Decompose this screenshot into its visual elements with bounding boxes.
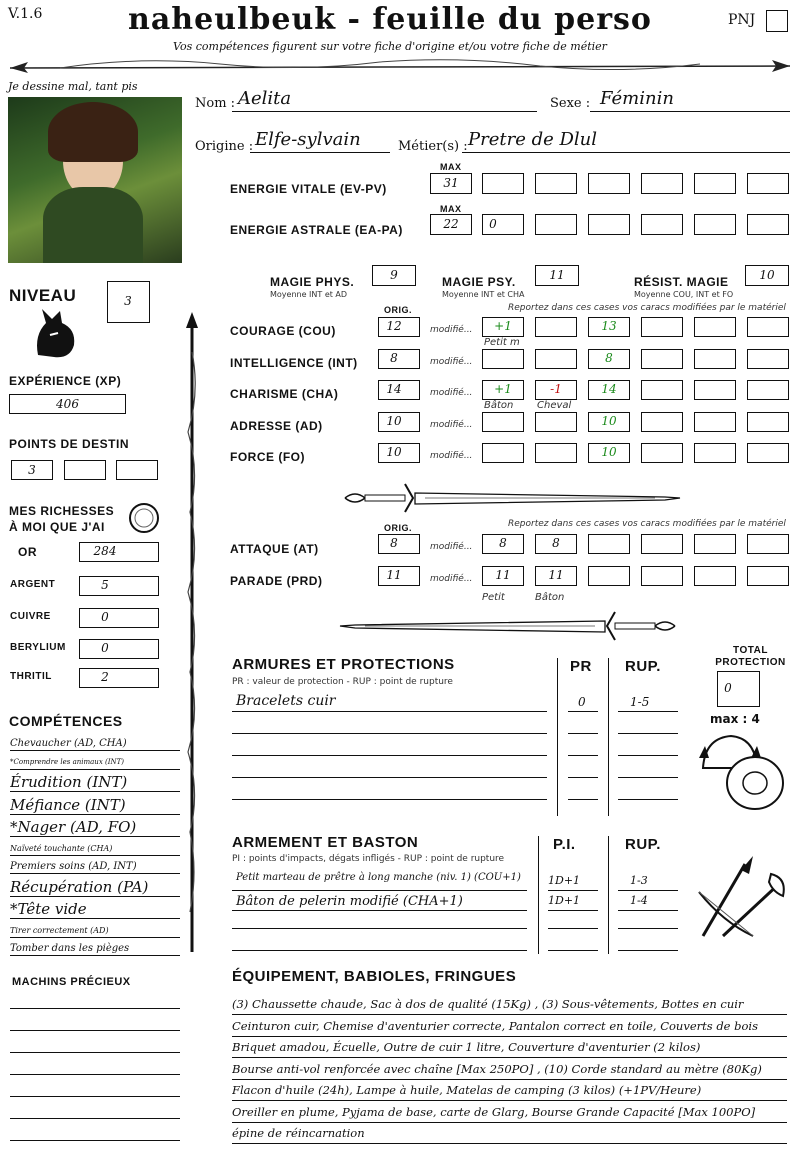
richesse-label: CUIVRE: [10, 611, 51, 622]
metier-label: Métier(s) :: [398, 139, 468, 154]
carac-mod-box[interactable]: [747, 380, 789, 400]
armures-divider: [608, 658, 609, 816]
ea-label: ENERGIE ASTRALE (EA-PA): [230, 223, 403, 237]
magie-phys-value: 9: [390, 268, 398, 282]
weapons-icon: [693, 852, 790, 944]
richesse-value: 2: [101, 670, 109, 684]
weapon-name[interactable]: Bâton de pelerin modifié (CHA+1): [236, 894, 463, 909]
weapon-rup-line[interactable]: [618, 950, 678, 951]
niveau-box[interactable]: [107, 281, 150, 323]
niveau-value: 3: [124, 294, 132, 308]
combat-mod-box[interactable]: [482, 534, 524, 554]
destin-box[interactable]: [11, 460, 53, 480]
equipement-line[interactable]: Ceinturon cuir, Chemise d'aventurier correcte, Pantalon correct en toile, Couverts de bois: [232, 1016, 787, 1037]
competence-item: Érudition (INT): [10, 771, 180, 792]
carac-mod-box[interactable]: [535, 443, 577, 463]
armures-pr-header: PR: [570, 658, 592, 675]
competence-item: Naïveté touchante (CHA): [10, 839, 180, 856]
weapon-line[interactable]: [232, 950, 527, 951]
carac-mod-value: +1: [494, 382, 512, 396]
nom-value[interactable]: Aelita: [238, 88, 292, 109]
armure-rup-line[interactable]: [618, 777, 678, 778]
carac-mod-box[interactable]: [641, 412, 683, 432]
ea-box[interactable]: [694, 214, 736, 235]
armement-sub: PI : points d'impacts, dégats infligés - RUP : point de rupture: [232, 854, 505, 864]
ev-label: ENERGIE VITALE (EV-PV): [230, 182, 387, 196]
carac-mod-box[interactable]: [641, 380, 683, 400]
carac-mod-value: +1: [494, 319, 512, 333]
richesse-box[interactable]: [79, 542, 159, 562]
portrait-image: [8, 97, 182, 263]
competence-item: Tomber dans les pièges: [10, 939, 180, 956]
richesse-value: 5: [101, 578, 109, 592]
pnj-label: PNJ: [728, 12, 756, 28]
modifie-label: modifié...: [430, 356, 473, 367]
carac-mod-box[interactable]: [535, 317, 577, 337]
carac-label: INTELLIGENCE (INT): [230, 355, 358, 370]
ea-box[interactable]: [535, 214, 577, 235]
carac-mod-value: 10: [601, 445, 617, 459]
carac-mod-box[interactable]: [535, 380, 577, 400]
competence-item: Premiers soins (AD, INT): [10, 857, 180, 874]
ea-current-value: 0: [489, 217, 497, 231]
carac-mod-box[interactable]: [482, 443, 524, 463]
armures-title: ARMURES ET PROTECTIONS: [232, 656, 455, 673]
carac-orig-box[interactable]: [378, 317, 420, 337]
sexe-value[interactable]: Féminin: [600, 88, 674, 109]
machins-line[interactable]: [10, 1118, 180, 1119]
carac-mod-box[interactable]: [641, 317, 683, 337]
max-protection: max : 4: [710, 712, 760, 726]
machins-line[interactable]: [10, 1008, 180, 1009]
resist-magie-label: RÉSIST. MAGIE: [634, 275, 729, 289]
combat-mod-box[interactable]: [747, 566, 789, 586]
armures-sub: PR : valeur de protection - RUP : point de rupture: [232, 677, 453, 687]
carac-mod-box[interactable]: [641, 349, 683, 369]
richesse-box[interactable]: [79, 668, 159, 688]
combat-mod-box[interactable]: [588, 534, 630, 554]
dragon-icon: [30, 305, 82, 363]
carac-mod-box[interactable]: [694, 412, 736, 432]
competence-item: *Comprendre les animaux (INT): [10, 753, 180, 770]
combat-orig-value: 8: [390, 536, 398, 550]
metier-value[interactable]: Pretre de Dlul: [468, 129, 598, 150]
carac-mod-value: 14: [601, 382, 617, 396]
helmet-shield-icon: [695, 728, 790, 813]
carac-orig-box[interactable]: [378, 349, 420, 369]
xp-label: EXPÉRIENCE (XP): [9, 374, 122, 388]
resist-magie-sub: Moyenne COU, INT et FO: [634, 290, 734, 299]
carac-mod-box[interactable]: [588, 380, 630, 400]
sword-icon: [335, 606, 685, 646]
destin-label: POINTS DE DESTIN: [9, 437, 130, 451]
weapon-line: [232, 910, 527, 911]
caracs-orig-label: ORIG.: [384, 305, 413, 315]
armement-divider: [608, 836, 609, 954]
origine-value[interactable]: Elfe-sylvain: [255, 129, 361, 150]
richesse-box[interactable]: [79, 639, 159, 659]
magie-psy-value: 11: [549, 268, 565, 282]
ev-box[interactable]: [535, 173, 577, 194]
ea-max-box[interactable]: [430, 214, 472, 235]
total-protection-label: TOTAL PROTECTION: [715, 645, 786, 668]
carac-label: ADRESSE (AD): [230, 418, 323, 433]
combat-mod-value: 11: [495, 568, 511, 582]
total-protection-value: 0: [724, 681, 732, 695]
magie-phys-box[interactable]: [372, 265, 416, 286]
weapon-pi-line[interactable]: [548, 950, 598, 951]
machins-line[interactable]: [10, 1140, 180, 1141]
destin-value: 3: [28, 463, 36, 477]
carac-mod-source: Cheval: [537, 400, 572, 411]
magie-psy-sub: Moyenne INT et CHA: [442, 290, 525, 299]
resist-magie-value: 10: [759, 268, 775, 282]
carac-orig-box[interactable]: [378, 412, 420, 432]
armure-rup[interactable]: 1-5: [630, 695, 650, 709]
caracs-note: Reportez dans ces cases vos caracs modifiées par le matériel: [508, 303, 786, 313]
nom-underline: [232, 111, 537, 112]
modifie-label: modifié...: [430, 388, 473, 398]
competence-item: Tirer correctement (AD): [10, 921, 180, 938]
weapon-pi-line[interactable]: [548, 928, 598, 929]
carac-mod-box[interactable]: [482, 412, 524, 432]
xp-box[interactable]: [9, 394, 126, 414]
competence-item: Récupération (PA): [10, 876, 180, 897]
carac-mod-box[interactable]: [588, 412, 630, 432]
combat-mod-box[interactable]: [535, 566, 577, 586]
armure-line[interactable]: [232, 777, 547, 778]
combat-mod-box[interactable]: [641, 534, 683, 554]
weapon-line[interactable]: [232, 928, 527, 929]
richesse-box[interactable]: [79, 608, 159, 628]
carac-mod-source: Bâton: [484, 400, 514, 411]
resist-magie-box[interactable]: [745, 265, 789, 286]
modifie-label: modifié...: [430, 574, 473, 584]
origine-underline: [250, 152, 390, 153]
weapon-pi-line: [548, 890, 598, 891]
ea-box[interactable]: [482, 214, 524, 235]
carac-orig-value: 12: [386, 319, 402, 333]
carac-mod-value: 10: [601, 413, 617, 428]
ev-max-value: 31: [443, 176, 459, 190]
armure-pr-line[interactable]: [568, 799, 598, 800]
magie-phys-label: MAGIE PHYS.: [270, 275, 355, 289]
machins-line[interactable]: [10, 1096, 180, 1097]
richesse-value: 284: [93, 544, 117, 558]
combat-mod-value: 8: [499, 536, 507, 550]
armure-pr-line[interactable]: [568, 777, 598, 778]
carac-mod-box[interactable]: [694, 443, 736, 463]
combat-orig-label: ORIG.: [384, 523, 413, 533]
armure-line[interactable]: [232, 733, 547, 734]
combat-mod-box[interactable]: [694, 566, 736, 586]
sexe-underline: [590, 111, 790, 112]
magie-psy-label: MAGIE PSY.: [442, 275, 516, 289]
armure-rup-line[interactable]: [618, 755, 678, 756]
armure-pr[interactable]: 0: [578, 695, 586, 709]
pnj-checkbox[interactable]: [766, 10, 788, 32]
weapon-rup[interactable]: 1-4: [630, 894, 648, 907]
armure-line[interactable]: [232, 799, 547, 800]
weapon-rup[interactable]: 1-3: [630, 874, 648, 887]
machins-line[interactable]: [10, 1052, 180, 1053]
carac-mod-source: Petit m: [484, 337, 520, 348]
ea-max-label: MAX: [440, 204, 462, 214]
modifie-label: modifié...: [430, 542, 473, 552]
nom-label: Nom :: [195, 96, 236, 111]
combat-mod-box[interactable]: [694, 534, 736, 554]
combat-label: ATTAQUE (AT): [230, 542, 319, 556]
ea-max-value: 22: [443, 217, 459, 231]
richesse-value: 0: [101, 610, 109, 624]
ev-box[interactable]: [482, 173, 524, 194]
carac-mod-value: -1: [550, 382, 562, 396]
niveau-label: NIVEAU: [9, 286, 77, 305]
carac-mod-box[interactable]: [747, 349, 789, 369]
carac-mod-box[interactable]: [641, 443, 683, 463]
combat-orig-box[interactable]: [378, 566, 420, 586]
competence-item: Chevaucher (AD, CHA): [10, 734, 180, 751]
magie-phys-sub: Moyenne INT et AD: [270, 290, 348, 299]
richesses-label-2: À MOI QUE J'AI: [9, 520, 105, 534]
weapon-rup-line[interactable]: [618, 928, 678, 929]
armure-pr-line[interactable]: [568, 733, 598, 734]
competence-item: Méfiance (INT): [10, 794, 180, 815]
competence-item: *Nager (AD, FO): [10, 816, 180, 837]
weapon-pi-line: [548, 910, 598, 911]
carac-mod-box[interactable]: [747, 443, 789, 463]
carac-mod-box[interactable]: [694, 349, 736, 369]
modifie-label: modifié...: [430, 451, 473, 461]
page-title: naheulbeuk - feuille du perso: [128, 2, 652, 37]
armure-name[interactable]: Bracelets cuir: [236, 693, 336, 709]
carac-label: FORCE (FO): [230, 450, 305, 464]
armure-pr-line[interactable]: [568, 755, 598, 756]
coin-icon: [128, 502, 160, 534]
weapon-line: [232, 890, 527, 891]
ev-box[interactable]: [641, 173, 683, 194]
richesse-label: OR: [18, 545, 37, 559]
armure-line[interactable]: [232, 711, 547, 712]
carac-mod-box[interactable]: [694, 317, 736, 337]
portrait-caption: Je dessine mal, tant pis: [8, 80, 138, 93]
machins-line[interactable]: [10, 1074, 180, 1075]
carac-mod-box[interactable]: [482, 380, 524, 400]
carac-mod-box[interactable]: [482, 349, 524, 369]
armement-pi-header: P.I.: [553, 836, 576, 853]
armure-pr-line[interactable]: [568, 711, 598, 712]
carac-orig-value: 8: [390, 350, 398, 365]
equipement-line[interactable]: (3) Chaussette chaude, Sac à dos de qualité (15Kg) , (3) Sous-vêtements, Bottes en cuir: [232, 994, 787, 1015]
armure-line[interactable]: [232, 755, 547, 756]
carac-label: COURAGE (COU): [230, 324, 336, 338]
carac-mod-box[interactable]: [747, 317, 789, 337]
weapon-name[interactable]: Petit marteau de prêtre à long manche (niv. 1) (COU+1): [236, 872, 521, 883]
richesse-box[interactable]: [79, 576, 159, 596]
combat-sub-1: Petit: [482, 592, 505, 603]
carac-mod-box[interactable]: [588, 349, 630, 369]
equipement-line[interactable]: Oreiller en plume, Pyjama de base, carte de Glarg, Bourse Grande Capacité [Max 100PO]: [232, 1102, 787, 1123]
combat-mod-box[interactable]: [482, 566, 524, 586]
modifie-label: modifié...: [430, 419, 473, 430]
magie-psy-box[interactable]: [535, 265, 579, 286]
combat-label: PARADE (PRD): [230, 574, 323, 588]
carac-orig-box[interactable]: [378, 380, 420, 400]
carac-label: CHARISME (CHA): [230, 387, 339, 401]
armure-rup-line[interactable]: [618, 711, 678, 712]
armures-divider: [557, 658, 558, 816]
ev-box[interactable]: [588, 173, 630, 194]
ea-box[interactable]: [747, 214, 789, 235]
richesse-label: ARGENT: [10, 579, 56, 590]
equipement-line[interactable]: Flacon d'huile (24h), Lampe à huile, Matelas de camping (3 kilos) (+1PV/Heure): [232, 1080, 787, 1101]
page-subtitle: Vos compétences figurent sur votre fiche d'origine et/ou votre fiche de métier: [173, 40, 607, 53]
machins-label: MACHINS PRÉCIEUX: [12, 976, 131, 988]
combat-mod-box[interactable]: [535, 534, 577, 554]
arrow-divider-icon: [0, 54, 800, 80]
weapon-pi[interactable]: 1D+1: [548, 874, 581, 887]
richesses-label: MES RICHESSES: [9, 504, 115, 518]
armure-rup-line[interactable]: [618, 733, 678, 734]
armement-title: ARMEMENT ET BASTON: [232, 834, 419, 851]
equipement-line[interactable]: Bourse anti-vol renforcée avec chaîne [Max 250PO] , (10) Corde standard au mètre (80Kg): [232, 1059, 787, 1080]
combat-mod-box[interactable]: [641, 566, 683, 586]
combat-orig-box[interactable]: [378, 534, 420, 554]
origine-label: Origine :: [195, 139, 254, 154]
sword-icon: [335, 478, 685, 518]
armement-divider: [538, 836, 539, 954]
weapon-rup-line: [618, 910, 678, 911]
machins-line[interactable]: [10, 1030, 180, 1031]
destin-box[interactable]: [64, 460, 106, 480]
combat-mod-box[interactable]: [588, 566, 630, 586]
weapon-rup-line: [618, 890, 678, 891]
total-protection-box[interactable]: [717, 671, 760, 707]
xp-value: 406: [56, 397, 79, 411]
carac-mod-box[interactable]: [535, 412, 577, 432]
carac-mod-box[interactable]: [535, 349, 577, 369]
combat-mod-value: 11: [548, 568, 564, 582]
richesse-label: THRITIL: [10, 671, 52, 682]
ev-max-box[interactable]: [430, 173, 472, 194]
armure-rup-line[interactable]: [618, 799, 678, 800]
combat-sub-2: Bâton: [535, 592, 565, 603]
carac-mod-value: 13: [601, 319, 617, 333]
competence-item: *Tête vide: [10, 898, 180, 919]
staff-icon: [180, 312, 204, 962]
modifie-label: modifié...: [430, 325, 473, 335]
carac-mod-box[interactable]: [694, 380, 736, 400]
combat-mod-value: 8: [552, 536, 560, 550]
metier-underline: [462, 152, 790, 153]
carac-mod-value: 8: [605, 350, 613, 365]
ev-max-label: MAX: [440, 162, 462, 172]
carac-orig-value: 10: [386, 445, 402, 459]
combat-orig-value: 11: [386, 568, 402, 582]
carac-mod-box[interactable]: [588, 317, 630, 337]
combat-note: Reportez dans ces cases vos caracs modifiées par le matériel: [508, 519, 786, 529]
carac-orig-value: 10: [386, 413, 402, 428]
competences-label: COMPÉTENCES: [9, 713, 123, 729]
sexe-label: Sexe :: [550, 96, 591, 111]
ea-box[interactable]: [641, 214, 683, 235]
ev-box[interactable]: [694, 173, 736, 194]
equipement-line[interactable]: épine de réincarnation: [232, 1123, 787, 1144]
carac-mod-box[interactable]: [747, 412, 789, 432]
equipement-title: ÉQUIPEMENT, BABIOLES, FRINGUES: [232, 968, 517, 985]
carac-mod-box[interactable]: [588, 443, 630, 463]
combat-mod-box[interactable]: [747, 534, 789, 554]
ea-box[interactable]: [588, 214, 630, 235]
carac-orig-box[interactable]: [378, 443, 420, 463]
richesse-value: 0: [101, 641, 109, 655]
armement-rup-header: RUP.: [625, 836, 661, 853]
version-label: V.1.6: [8, 6, 43, 22]
equipement-line[interactable]: Briquet amadou, Écuelle, Outre de cuir 1 litre, Couverture d'aventurier (2 kilos): [232, 1037, 787, 1058]
carac-mod-box[interactable]: [482, 317, 524, 337]
weapon-pi[interactable]: 1D+1: [548, 894, 581, 907]
destin-box[interactable]: [116, 460, 158, 480]
richesse-label: BERYLIUM: [10, 642, 66, 653]
armures-rup-header: RUP.: [625, 658, 661, 675]
ev-box[interactable]: [747, 173, 789, 194]
carac-orig-value: 14: [386, 382, 402, 396]
